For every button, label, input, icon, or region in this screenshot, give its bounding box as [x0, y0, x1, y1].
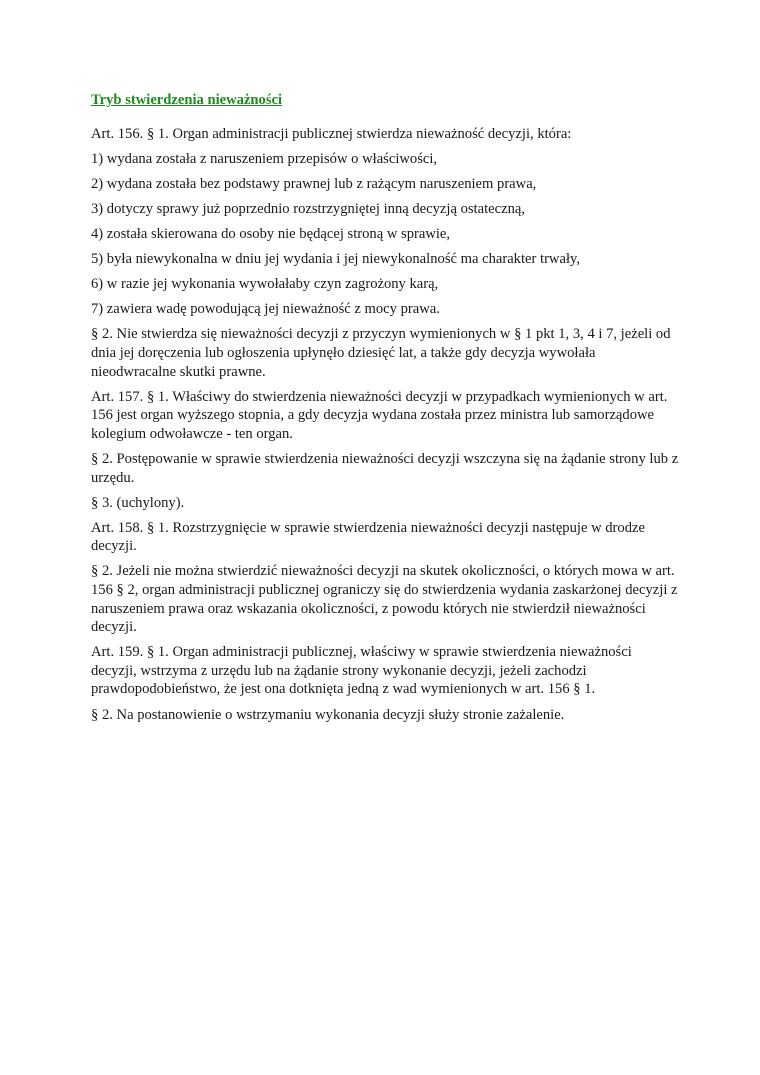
paragraph-art157-p3: § 3. (uchylony).: [91, 494, 185, 511]
paragraph-art158-p1: Art. 158. § 1. Rozstrzygnięcie w sprawie stwierdzenia nieważności decyzji następuje w drodze decyzji.: [91, 519, 645, 555]
paragraph-art159-p2: § 2. Na postanowienie o wstrzymaniu wykonania decyzji służy stronie zażalenie.: [91, 706, 565, 723]
paragraph-art157-p2: § 2. Postępowanie w sprawie stwierdzenia nieważności decyzji wszczyna się na żądanie strony lub z urzędu.: [91, 450, 679, 486]
paragraph-art157-p1: Art. 157. § 1. Właściwy do stwierdzenia nieważności decyzji w przypadkach wymienionych w art. 156 jest organ wyższego stopnia, a gdy decyzja wydana została przez ministra lub samorządowe kolegium odwoławcze - ten organ.: [91, 388, 668, 442]
paragraph-art156-p1: Art. 156. § 1. Organ administracji publicznej stwierdza nieważność decyzji, która:: [91, 125, 572, 142]
list-item-1: 1) wydana została z naruszeniem przepisów o właściwości,: [91, 150, 438, 167]
paragraph-art159-p1: Art. 159. § 1. Organ administracji publicznej, właściwy w sprawie stwierdzenia nieważności decyzji, wstrzyma z urzędu lub na żądanie strony wykonanie decyzji, jeżeli zachodzi prawdopodobieństwo, że jest ona dotknięta jedną z wad wymienionych w art. 156 § 1.: [91, 644, 632, 698]
paragraph-art158-p2: § 2. Jeżeli nie można stwierdzić nieważności decyzji na skutek okoliczności, o których mowa w art. 156 § 2, organ administracji publicznej ograniczy się do stwierdzenia wydania zaskarżonej decyzji z naruszeniem prawa oraz wskazania okoliczności, z powodu których nie stwierdził nieważności decyzji.: [91, 563, 678, 636]
list-item-7: 7) zawiera wadę powodującą jej nieważność z mocy prawa.: [91, 301, 440, 318]
list-item-4: 4) została skierowana do osoby nie będącej stroną w sprawie,: [91, 225, 451, 242]
section-heading: Tryb stwierdzenia nieważności: [91, 92, 283, 108]
list-item-3: 3) dotyczy sprawy już poprzednio rozstrzygniętej inną decyzją ostateczną,: [91, 200, 525, 217]
paragraph-art156-p2: § 2. Nie stwierdza się nieważności decyzji z przyczyn wymienionych w § 1 pkt 1, 3, 4 i 7, jeżeli od dnia jej doręczenia lub ogłoszenia upłynęło dziesięć lat, a także gdy decyzja wywołała nieodwracalne skutki prawne.: [91, 326, 671, 380]
list-item-6: 6) w razie jej wykonania wywołałaby czyn zagrożony karą,: [91, 276, 439, 293]
document-page: [91, 91, 681, 731]
list-item-2: 2) wydana została bez podstawy prawnej lub z rażącym naruszeniem prawa,: [91, 175, 537, 192]
list-item-5: 5) była niewykonalna w dniu jej wydania i jej niewykonalność ma charakter trwały,: [91, 251, 581, 268]
